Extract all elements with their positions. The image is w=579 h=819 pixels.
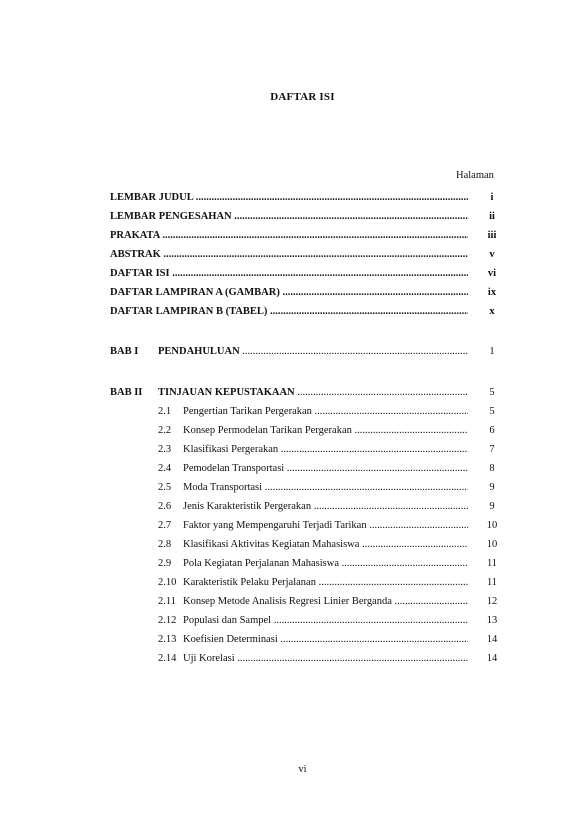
subsection-number: 2.6	[158, 501, 172, 512]
toc-entry-daftar-lampiran-a[interactable]	[110, 286, 500, 300]
subsection-title: Klasifikasi Pergerakan	[183, 444, 279, 455]
toc-subentry-2-9[interactable]	[158, 557, 500, 571]
toc-entry-page: 13	[486, 615, 498, 626]
toc-entry-page: 5	[489, 387, 495, 398]
toc-entry-label: LEMBAR JUDUL .....	[110, 191, 468, 205]
subsection-title: Pola Kegiatan Perjalanan Mahasiswa	[183, 558, 339, 569]
subsection-number: 2.10	[158, 577, 177, 588]
subsection-number: 2.4	[158, 463, 172, 474]
subsection-number: 2.1	[158, 406, 172, 417]
toc-entry-label: DAFTAR LAMPIRAN B (TABEL) .....	[110, 305, 468, 319]
toc-entry-label: DAFTAR LAMPIRAN A (GAMBAR) .....	[110, 286, 468, 300]
toc-subentry-2-14[interactable]	[158, 652, 500, 666]
subsection-title: Koefisien Determinasi	[183, 634, 281, 645]
toc-entry-label: PRAKATA .....	[110, 229, 468, 243]
toc-entry-page: ii	[489, 211, 495, 222]
toc-entry-page: x	[489, 306, 495, 317]
toc-subentry-2-5[interactable]	[158, 481, 500, 495]
subsection-title: Konsep Metode Analisis Regresi Linier Berganda	[183, 596, 395, 607]
toc-entry-page: i	[490, 192, 494, 203]
subsection-title: Karakteristik Pelaku Perjalanan	[183, 577, 319, 588]
toc-subentry-2-10[interactable]	[158, 576, 500, 590]
toc-entry-page: 7	[489, 444, 495, 455]
subsection-number: 2.3	[158, 444, 172, 455]
chapter-title: TINJAUAN KEPUSTAKAAN	[158, 387, 295, 398]
subsection-title: Moda Transportasi	[183, 482, 265, 493]
subsection-title: Uji Korelasi	[183, 653, 235, 664]
toc-subentry-2-8[interactable]	[158, 538, 500, 552]
subsection-title: Pengertian Tarikan Pergerakan	[183, 406, 312, 417]
toc-entry-bab-2[interactable]	[110, 386, 500, 400]
toc-entry-page: 14	[486, 634, 498, 645]
toc-entry-daftar-lampiran-b[interactable]	[110, 305, 500, 319]
toc-entry-page: 1	[489, 346, 495, 357]
toc-entry-page: iii	[487, 230, 497, 241]
toc-entry-label: LEMBAR PENGESAHAN .....	[110, 210, 468, 224]
toc-entry-page: 11	[486, 558, 498, 569]
chapter-number: BAB II	[110, 387, 143, 398]
toc-entry-page: 6	[489, 425, 495, 436]
toc-entry-page: 5	[489, 406, 495, 417]
toc-subentry-2-13[interactable]	[158, 633, 500, 647]
toc-subentry-2-3[interactable]	[158, 443, 500, 457]
toc-entry-lembar-judul[interactable]	[110, 191, 500, 205]
toc-entry-page: 10	[486, 520, 498, 531]
toc-entry-lembar-pengesahan[interactable]	[110, 210, 500, 224]
subsection-title: Konsep Permodelan Tarikan Pergerakan	[183, 425, 355, 436]
toc-entry-page: v	[489, 249, 495, 260]
subsection-number: 2.11	[158, 596, 176, 607]
toc-entry-bab-1[interactable]	[110, 345, 500, 359]
toc-entry-abstrak[interactable]	[110, 248, 500, 262]
page-title: DAFTAR ISI	[270, 91, 335, 103]
toc-entry-page: 9	[489, 501, 495, 512]
subsection-title: Jenis Karakteristik Pergerakan	[183, 501, 314, 512]
toc-subentry-2-2[interactable]	[158, 424, 500, 438]
toc-entry-page: 12	[486, 596, 498, 607]
toc-subentry-2-12[interactable]	[158, 614, 500, 628]
toc-entry-label: DAFTAR ISI .....	[110, 267, 468, 281]
toc-subentry-2-4[interactable]	[158, 462, 500, 476]
subsection-title: Pemodelan Transportasi	[183, 463, 287, 474]
subsection-number: 2.14	[158, 653, 177, 664]
halaman-label: Halaman	[456, 170, 494, 181]
subsection-number: 2.7	[158, 520, 172, 531]
subsection-title: Populasi dan Sampel	[183, 615, 274, 626]
toc-entry-page: 10	[486, 539, 498, 550]
toc-entry-page: ix	[487, 287, 497, 298]
chapter-number: BAB I	[110, 346, 139, 357]
subsection-number: 2.13	[158, 634, 177, 645]
toc-entry-page: 9	[489, 482, 495, 493]
toc-entry-page: 8	[489, 463, 495, 474]
toc-entry-daftar-isi[interactable]	[110, 267, 500, 281]
toc-entry-page: 11	[486, 577, 498, 588]
subsection-number: 2.9	[158, 558, 172, 569]
toc-entry-prakata[interactable]	[110, 229, 500, 243]
subsection-number: 2.5	[158, 482, 172, 493]
subsection-number: 2.12	[158, 615, 177, 626]
toc-entry-label: ABSTRAK .....	[110, 248, 468, 262]
chapter-title: PENDAHULUAN	[158, 346, 243, 357]
subsection-number: 2.2	[158, 425, 172, 436]
toc-subentry-2-1[interactable]	[158, 405, 500, 419]
toc-subentry-2-7[interactable]	[158, 519, 500, 533]
subsection-title: Klasifikasi Aktivitas Kegiatan Mahasiswa	[183, 539, 360, 550]
page-number: vi	[298, 764, 307, 775]
subsection-title: Faktor yang Mempengaruhi Terjadi Tarikan	[183, 520, 370, 531]
toc-entry-page: 14	[486, 653, 498, 664]
toc-entry-page: vi	[487, 268, 497, 279]
subsection-number: 2.8	[158, 539, 172, 550]
toc-subentry-2-11[interactable]	[158, 595, 500, 609]
toc-subentry-2-6[interactable]	[158, 500, 500, 514]
